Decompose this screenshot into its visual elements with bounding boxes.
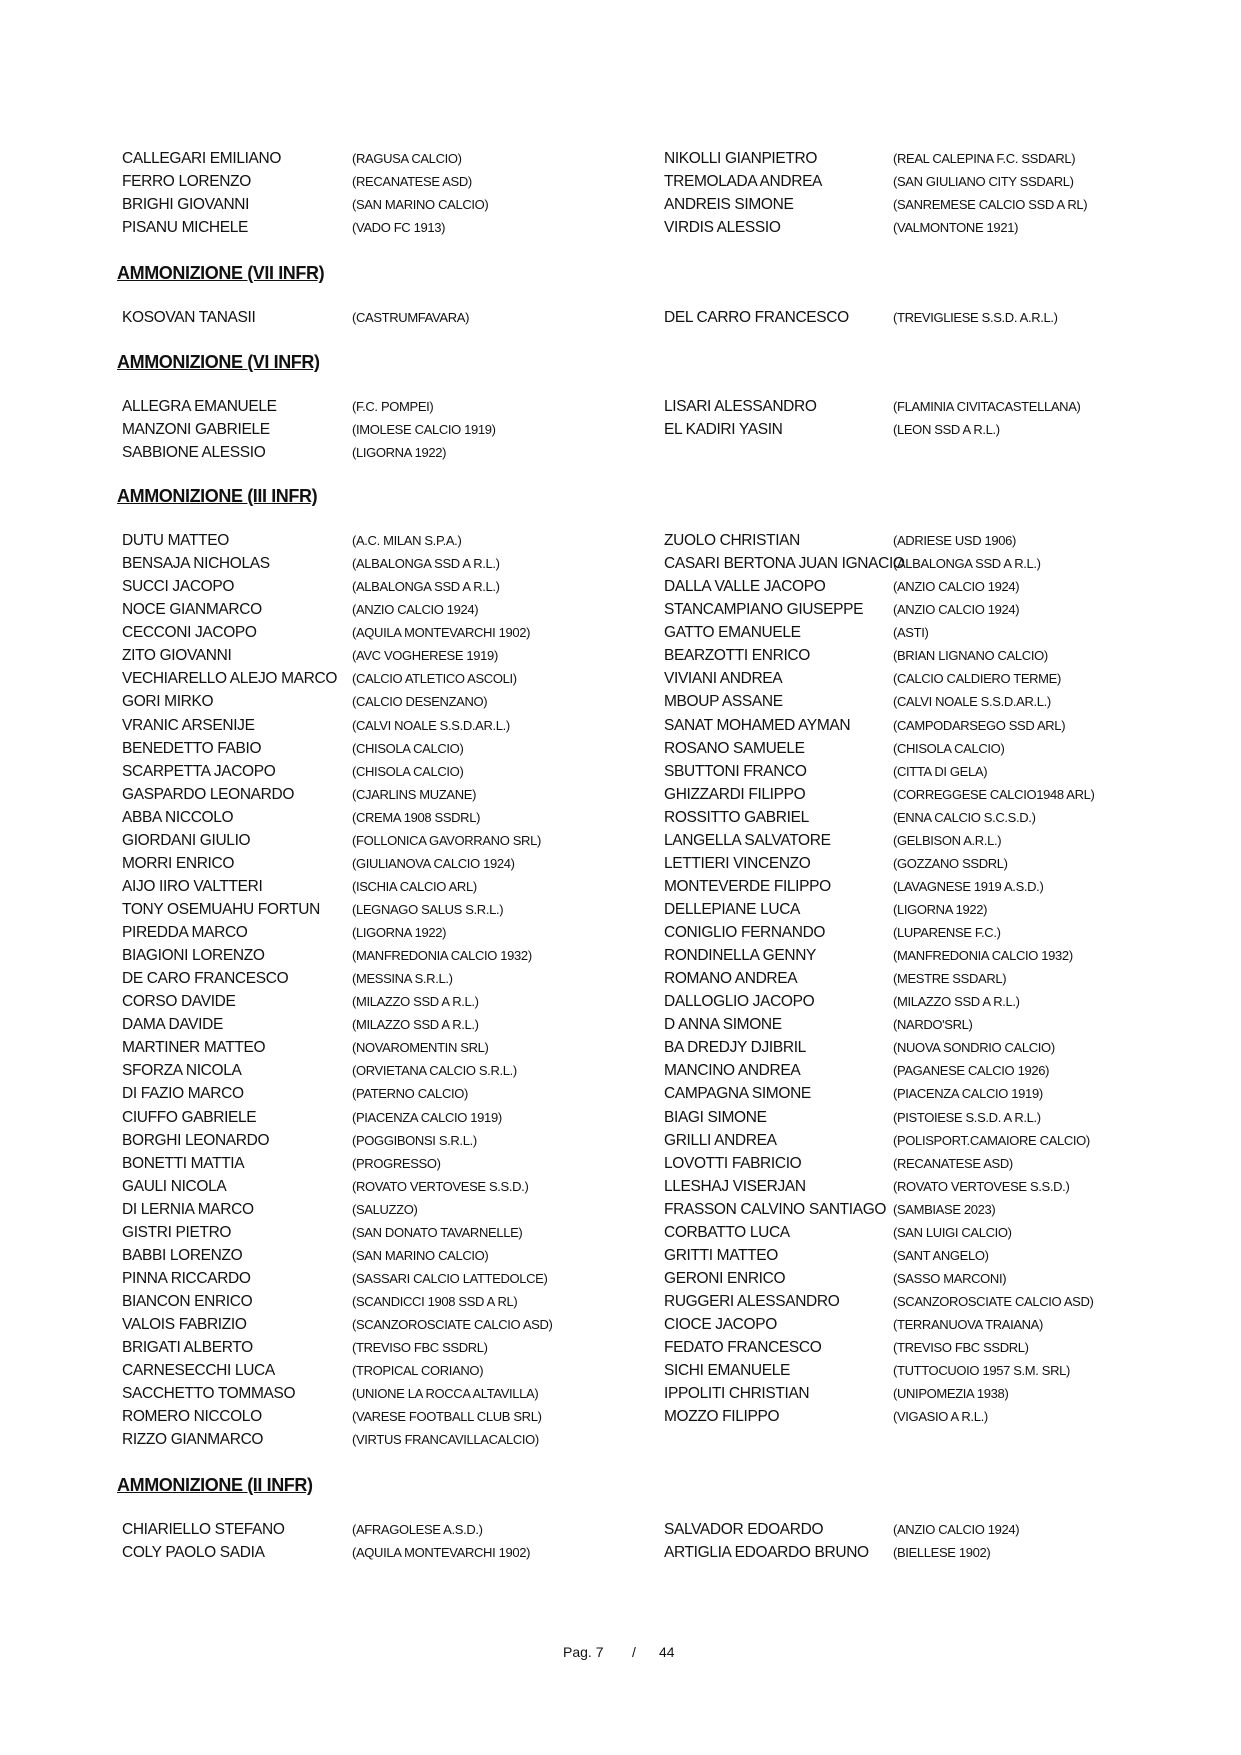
table-row <box>0 395 1241 418</box>
player-name: LETTIERI VINCENZO <box>664 854 811 872</box>
player-name: ANDREIS SIMONE <box>664 196 794 214</box>
table-row <box>0 529 1241 552</box>
player-name: LISARI ALESSANDRO <box>664 398 817 415</box>
player-name: KOSOVAN TANASII <box>122 309 256 326</box>
player-name: GRILLI ANDREA <box>664 1131 777 1149</box>
club-name: (ALBALONGA SSD A R.L.) <box>352 579 500 595</box>
club-name: (PIACENZA CALCIO 1919) <box>893 1086 1043 1102</box>
table-row <box>0 783 1241 806</box>
table-row <box>0 1313 1241 1336</box>
player-name: VALOIS FABRIZIO <box>122 1316 247 1333</box>
club-name: (BIELLESE 1902) <box>893 1545 991 1561</box>
player-name: BRIGATI ALBERTO <box>122 1339 253 1357</box>
club-name: (SAN DONATO TAVARNELLE) <box>352 1224 523 1240</box>
table-row <box>0 690 1241 713</box>
table-row <box>0 921 1241 944</box>
club-name: (TERRANUOVA TRAIANA) <box>893 1317 1043 1332</box>
table-row <box>0 1290 1241 1313</box>
club-name: (CITTA DI GELA) <box>893 763 988 779</box>
player-name: GORI MIRKO <box>122 693 214 711</box>
player-name: DAMA DAVIDE <box>122 1016 223 1034</box>
table-row <box>0 216 1241 239</box>
player-name: AIJO IIRO VALTTERI <box>122 877 263 895</box>
club-name: (CAMPODARSEGO SSD ARL) <box>893 717 1066 733</box>
club-name: (VADO FC 1913) <box>352 220 446 236</box>
table-row <box>0 1428 1241 1451</box>
player-name: STANCAMPIANO GIUSEPPE <box>664 601 864 619</box>
table-row <box>0 875 1241 898</box>
club-name: (SASSO MARCONI) <box>893 1270 1007 1286</box>
table-row <box>0 1336 1241 1359</box>
club-name: (CORREGGESE CALCIO1948 ARL) <box>893 786 1095 802</box>
club-name: (TUTTOCUOIO 1957 S.M. SRL) <box>893 1363 1071 1379</box>
player-name: DALLA VALLE JACOPO <box>664 578 826 596</box>
player-name: SFORZA NICOLA <box>122 1062 242 1080</box>
player-name: CASARI BERTONA JUAN IGNACIO <box>664 555 905 573</box>
club-name: (SCANZOROSCIATE CALCIO ASD) <box>893 1294 1094 1309</box>
club-name: (TREVISO FBC SSDRL) <box>893 1340 1029 1356</box>
club-name: (MANFREDONIA CALCIO 1932) <box>352 948 532 964</box>
player-name: SBUTTONI FRANCO <box>664 762 807 780</box>
total-pages: 44 <box>659 1644 675 1660</box>
player-name: BONETTI MATTIA <box>122 1154 245 1172</box>
table-row <box>0 944 1241 967</box>
club-name: (LIGORNA 1922) <box>352 925 447 940</box>
club-name: (ALBALONGA SSD A R.L.) <box>893 556 1041 572</box>
club-name: (ANZIO CALCIO 1924) <box>352 602 479 618</box>
table-row <box>0 1359 1241 1382</box>
player-name: GASPARDO LEONARDO <box>122 785 295 803</box>
club-name: (UNIONE LA ROCCA ALTAVILLA) <box>352 1386 539 1402</box>
club-name: (VALMONTONE 1921) <box>893 220 1019 236</box>
player-name: ROMERO NICCOLO <box>122 1408 262 1426</box>
player-name: COLY PAOLO SADIA <box>122 1544 265 1562</box>
club-name: (ANZIO CALCIO 1924) <box>893 579 1020 595</box>
page-footer <box>0 1642 1241 1662</box>
table-row <box>0 1036 1241 1059</box>
table-row <box>0 990 1241 1013</box>
club-name: (MESSINA S.R.L.) <box>352 971 453 987</box>
player-name: DELLEPIANE LUCA <box>664 901 801 918</box>
table-row <box>0 852 1241 875</box>
player-name: DUTU MATTEO <box>122 532 229 549</box>
player-name: BORGHI LEONARDO <box>122 1131 270 1149</box>
club-name: (MILAZZO SSD A R.L.) <box>352 994 479 1010</box>
player-name: TONY OSEMUAHU FORTUN <box>122 901 320 918</box>
player-name: CONIGLIO FERNANDO <box>664 924 826 941</box>
player-name: BIAGI SIMONE <box>664 1108 767 1126</box>
table-row <box>0 170 1241 193</box>
club-name: (CALCIO CALDIERO TERME) <box>893 671 1061 687</box>
club-name: (VARESE FOOTBALL CLUB SRL) <box>352 1409 542 1425</box>
club-name: (TREVISO FBC SSDRL) <box>352 1340 488 1356</box>
club-name: (REAL CALEPINA F.C. SSDARL) <box>893 151 1076 166</box>
player-name: RUGGERI ALESSANDRO <box>664 1293 840 1310</box>
player-name: ZITO GIOVANNI <box>122 647 232 665</box>
player-name: ABBA NICCOLO <box>122 808 234 826</box>
table-row <box>0 1152 1241 1175</box>
player-name: MANZONI GABRIELE <box>122 421 270 439</box>
player-name: ROSANO SAMUELE <box>664 739 805 757</box>
player-name: NOCE GIANMARCO <box>122 601 262 619</box>
player-name: FERRO LORENZO <box>122 173 251 191</box>
club-name: (MILAZZO SSD A R.L.) <box>893 994 1020 1010</box>
player-name: CALLEGARI EMILIANO <box>122 150 282 167</box>
player-name: GHIZZARDI FILIPPO <box>664 785 806 803</box>
player-name: GATTO EMANUELE <box>664 624 801 642</box>
player-name: DI FAZIO MARCO <box>122 1085 244 1103</box>
player-name: LANGELLA SALVATORE <box>664 831 831 849</box>
club-name: (POLISPORT.CAMAIORE CALCIO) <box>893 1132 1090 1148</box>
table-row <box>0 1129 1241 1152</box>
club-name: (CALVI NOALE S.S.D.AR.L.) <box>893 694 1051 710</box>
table-row <box>0 193 1241 216</box>
club-name: (POGGIBONSI S.R.L.) <box>352 1132 477 1148</box>
player-name: GRITTI MATTEO <box>664 1246 778 1264</box>
player-name: BABBI LORENZO <box>122 1246 243 1264</box>
club-name: (CALCIO ATLETICO ASCOLI) <box>352 671 517 687</box>
player-name: DALLOGLIO JACOPO <box>664 993 815 1011</box>
club-name: (SANT ANGELO) <box>893 1247 989 1263</box>
player-name: VIRDIS ALESSIO <box>664 219 781 237</box>
player-name: FRASSON CALVINO SANTIAGO <box>664 1200 887 1218</box>
table-row <box>0 552 1241 575</box>
player-name: CAMPAGNA SIMONE <box>664 1085 811 1103</box>
club-name: (RECANATESE ASD) <box>352 174 472 190</box>
player-name: CIOCE JACOPO <box>664 1316 777 1333</box>
player-name: ROSSITTO GABRIEL <box>664 808 809 826</box>
player-name: PISANU MICHELE <box>122 219 249 237</box>
player-name: DEL CARRO FRANCESCO <box>664 309 849 326</box>
table-row <box>0 667 1241 690</box>
player-name: FEDATO FRANCESCO <box>664 1339 822 1357</box>
player-name: MONTEVERDE FILIPPO <box>664 877 831 895</box>
player-name: MARTINER MATTEO <box>122 1039 266 1057</box>
player-name: DI LERNIA MARCO <box>122 1200 254 1218</box>
table-row <box>0 967 1241 990</box>
player-name: TREMOLADA ANDREA <box>664 173 823 191</box>
player-name: SALVADOR EDOARDO <box>664 1521 824 1538</box>
table-row <box>0 306 1241 329</box>
page-separator: / <box>632 1644 636 1660</box>
club-name: (SANREMESE CALCIO SSD A RL) <box>893 197 1088 213</box>
club-name: (GELBISON A.R.L.) <box>893 832 1002 848</box>
section-heading: AMMONIZIONE (II INFR) <box>117 1475 313 1495</box>
table-row <box>0 829 1241 852</box>
player-name: CARNESECCHI LUCA <box>122 1362 275 1380</box>
club-name: (BRIAN LIGNANO CALCIO) <box>893 648 1048 664</box>
table-row <box>0 621 1241 644</box>
club-name: (CHISOLA CALCIO) <box>352 763 464 779</box>
club-name: (ADRIESE USD 1906) <box>893 533 1017 548</box>
player-name: NIKOLLI GIANPIETRO <box>664 150 818 167</box>
club-name: (CALVI NOALE S.S.D.AR.L.) <box>352 717 510 733</box>
club-name: (LEGNAGO SALUS S.R.L.) <box>352 902 504 917</box>
club-name: (LUPARENSE F.C.) <box>893 925 1001 940</box>
club-name: (ALBALONGA SSD A R.L.) <box>352 556 500 572</box>
table-row <box>0 441 1241 464</box>
club-name: (RECANATESE ASD) <box>893 1155 1013 1171</box>
club-name: (VIRTUS FRANCAVILLACALCIO) <box>352 1432 539 1448</box>
club-name: (LAVAGNESE 1919 A.S.D.) <box>893 878 1044 894</box>
club-name: (MESTRE SSDARL) <box>893 971 1007 987</box>
player-name: PINNA RICCARDO <box>122 1269 251 1287</box>
table-row <box>0 147 1241 170</box>
table-row <box>0 1518 1241 1541</box>
table-row <box>0 1106 1241 1129</box>
club-name: (AQUILA MONTEVARCHI 1902) <box>352 625 531 641</box>
club-name: (AQUILA MONTEVARCHI 1902) <box>352 1545 531 1561</box>
player-name: SCARPETTA JACOPO <box>122 762 276 780</box>
club-name: (CASTRUMFAVARA) <box>352 310 470 325</box>
club-name: (AFRAGOLESE A.S.D.) <box>352 1522 483 1537</box>
club-name: (MILAZZO SSD A R.L.) <box>352 1017 479 1033</box>
table-row <box>0 1244 1241 1267</box>
club-name: (ROVATO VERTOVESE S.S.D.) <box>352 1178 529 1194</box>
table-row <box>0 598 1241 621</box>
club-name: (PISTOIESE S.S.D. A R.L.) <box>893 1109 1041 1125</box>
club-name: (GIULIANOVA CALCIO 1924) <box>352 855 515 871</box>
club-name: (PATERNO CALCIO) <box>352 1086 468 1102</box>
club-name: (ENNA CALCIO S.C.S.D.) <box>893 809 1036 825</box>
table-row <box>0 1082 1241 1105</box>
club-name: (LIGORNA 1922) <box>893 902 988 917</box>
player-name: EL KADIRI YASIN <box>664 421 783 439</box>
player-name: ALLEGRA EMANUELE <box>122 398 277 415</box>
club-name: (ANZIO CALCIO 1924) <box>893 1522 1020 1537</box>
club-name: (AVC VOGHERESE 1919) <box>352 648 498 664</box>
club-name: (LIGORNA 1922) <box>352 445 447 461</box>
player-name: CECCONI JACOPO <box>122 624 257 642</box>
club-name: (SAN GIULIANO CITY SSDARL) <box>893 174 1074 190</box>
table-row <box>0 898 1241 921</box>
player-name: MOZZO FILIPPO <box>664 1408 780 1426</box>
club-name: (CJARLINS MUZANE) <box>352 786 477 802</box>
player-name: CORSO DAVIDE <box>122 993 236 1011</box>
player-name: BA DREDJY DJIBRIL <box>664 1039 806 1057</box>
player-name: DE CARO FRANCESCO <box>122 970 289 988</box>
player-name: SICHI EMANUELE <box>664 1362 791 1380</box>
player-name: BEARZOTTI ENRICO <box>664 647 810 665</box>
club-name: (SAMBIASE 2023) <box>893 1201 996 1217</box>
club-name: (SAN MARINO CALCIO) <box>352 197 489 213</box>
player-name: MANCINO ANDREA <box>664 1062 801 1080</box>
player-name: MBOUP ASSANE <box>664 693 783 711</box>
club-name: (CHISOLA CALCIO) <box>352 740 464 756</box>
table-row <box>0 1198 1241 1221</box>
player-name: LOVOTTI FABRICIO <box>664 1154 802 1172</box>
table-row <box>0 1059 1241 1082</box>
table-row <box>0 1175 1241 1198</box>
player-name: SACCHETTO TOMMASO <box>122 1385 296 1403</box>
club-name: (SCANZOROSCIATE CALCIO ASD) <box>352 1317 553 1332</box>
club-name: (NUOVA SONDRIO CALCIO) <box>893 1040 1055 1056</box>
table-row <box>0 644 1241 667</box>
table-row <box>0 760 1241 783</box>
player-name: CIUFFO GABRIELE <box>122 1108 257 1126</box>
player-name: PIREDDA MARCO <box>122 924 248 941</box>
player-name: ZUOLO CHRISTIAN <box>664 532 800 549</box>
club-name: (TROPICAL CORIANO) <box>352 1363 484 1379</box>
player-name: GIORDANI GIULIO <box>122 831 251 849</box>
club-name: (SCANDICCI 1908 SSD A RL) <box>352 1294 518 1309</box>
club-name: (MANFREDONIA CALCIO 1932) <box>893 948 1073 964</box>
club-name: (ISCHIA CALCIO ARL) <box>352 878 477 894</box>
player-name: SUCCI JACOPO <box>122 578 235 596</box>
club-name: (TREVIGLIESE S.S.D. A.R.L.) <box>893 310 1058 325</box>
club-name: (PROGRESSO) <box>352 1155 441 1171</box>
table-row <box>0 1382 1241 1405</box>
page-number: Pag. 7 <box>563 1644 604 1660</box>
club-name: (FOLLONICA GAVORRANO SRL) <box>352 832 541 848</box>
club-name: (RAGUSA CALCIO) <box>352 151 462 166</box>
section-heading: AMMONIZIONE (VII INFR) <box>117 263 325 283</box>
player-name: IPPOLITI CHRISTIAN <box>664 1385 810 1403</box>
player-name: GERONI ENRICO <box>664 1269 786 1287</box>
club-name: (ASTI) <box>893 625 929 641</box>
table-row <box>0 418 1241 441</box>
player-name: VRANIC ARSENIJE <box>122 716 255 734</box>
player-name: GISTRI PIETRO <box>122 1223 232 1241</box>
player-name: MORRI ENRICO <box>122 854 235 872</box>
club-name: (IMOLESE CALCIO 1919) <box>352 422 496 438</box>
club-name: (GOZZANO SSDRL) <box>893 855 1008 871</box>
club-name: (ROVATO VERTOVESE S.S.D.) <box>893 1178 1070 1194</box>
section-heading: AMMONIZIONE (III INFR) <box>117 486 318 506</box>
table-row <box>0 1221 1241 1244</box>
table-row <box>0 575 1241 598</box>
player-name: D ANNA SIMONE <box>664 1016 782 1034</box>
club-name: (ORVIETANA CALCIO S.R.L.) <box>352 1063 517 1079</box>
player-name: BENEDETTO FABIO <box>122 739 262 757</box>
table-row <box>0 737 1241 760</box>
player-name: ARTIGLIA EDOARDO BRUNO <box>664 1544 869 1562</box>
player-name: RONDINELLA GENNY <box>664 947 817 965</box>
table-row <box>0 714 1241 737</box>
club-name: (NOVAROMENTIN SRL) <box>352 1040 489 1056</box>
club-name: (ANZIO CALCIO 1924) <box>893 602 1020 618</box>
table-row <box>0 1267 1241 1290</box>
player-name: BENSAJA NICHOLAS <box>122 555 270 573</box>
player-name: CORBATTO LUCA <box>664 1223 790 1241</box>
player-name: VIVIANI ANDREA <box>664 670 783 688</box>
player-name: SANAT MOHAMED AYMAN <box>664 716 851 734</box>
club-name: (VIGASIO A R.L.) <box>893 1409 988 1425</box>
club-name: (PAGANESE CALCIO 1926) <box>893 1063 1050 1079</box>
table-row <box>0 1013 1241 1036</box>
table-row <box>0 806 1241 829</box>
club-name: (CHISOLA CALCIO) <box>893 740 1005 756</box>
club-name: (F.C. POMPEI) <box>352 399 434 414</box>
player-name: BIANCON ENRICO <box>122 1293 253 1310</box>
club-name: (SASSARI CALCIO LATTEDOLCE) <box>352 1270 548 1286</box>
club-name: (NARDO'SRL) <box>893 1017 973 1033</box>
table-row <box>0 1405 1241 1428</box>
club-name: (CALCIO DESENZANO) <box>352 694 488 710</box>
club-name: (CREMA 1908 SSDRL) <box>352 809 481 825</box>
club-name: (SAN LUIGI CALCIO) <box>893 1224 1012 1240</box>
club-name: (UNIPOMEZIA 1938) <box>893 1386 1009 1402</box>
player-name: LLESHAJ VISERJAN <box>664 1177 806 1195</box>
club-name: (PIACENZA CALCIO 1919) <box>352 1109 502 1125</box>
player-name: BRIGHI GIOVANNI <box>122 196 250 214</box>
club-name: (SALUZZO) <box>352 1201 418 1217</box>
player-name: SABBIONE ALESSIO <box>122 444 266 462</box>
section-heading: AMMONIZIONE (VI INFR) <box>117 352 320 372</box>
table-row <box>0 1541 1241 1564</box>
club-name: (FLAMINIA CIVITACASTELLANA) <box>893 399 1081 414</box>
club-name: (LEON SSD A R.L.) <box>893 422 1000 438</box>
club-name: (SAN MARINO CALCIO) <box>352 1247 489 1263</box>
player-name: GAULI NICOLA <box>122 1177 227 1195</box>
player-name: BIAGIONI LORENZO <box>122 947 265 965</box>
player-name: VECHIARELLO ALEJO MARCO <box>122 670 338 688</box>
club-name: (A.C. MILAN S.P.A.) <box>352 533 462 548</box>
player-name: CHIARIELLO STEFANO <box>122 1521 285 1538</box>
player-name: ROMANO ANDREA <box>664 970 798 988</box>
player-name: RIZZO GIANMARCO <box>122 1431 264 1449</box>
